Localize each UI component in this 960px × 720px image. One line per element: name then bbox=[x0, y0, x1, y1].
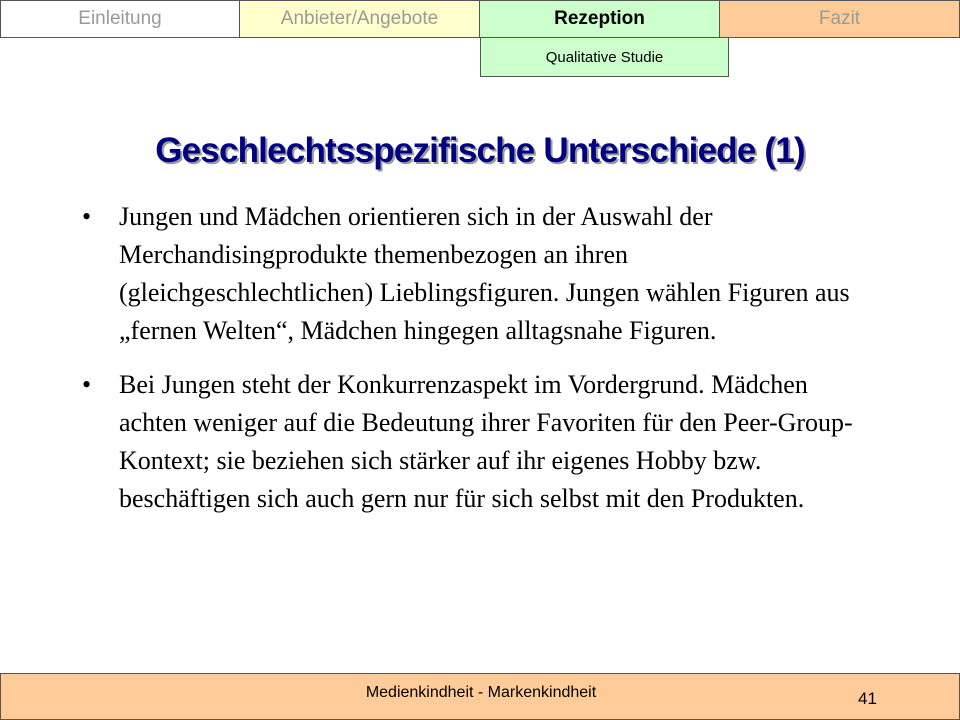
tab-fazit[interactable]: Fazit bbox=[720, 0, 960, 38]
section-nav bbox=[0, 0, 960, 40]
bullet-point-icon: • bbox=[82, 370, 92, 399]
slide-title: Geschlechtsspezifische Unterschiede (1) bbox=[155, 131, 805, 171]
footer-title: Medienkindheit - Markenkindheit bbox=[365, 684, 597, 701]
tab-rezeption[interactable]: Rezeption bbox=[480, 0, 720, 38]
tab-einleitung[interactable]: Einleitung bbox=[0, 0, 240, 38]
bullet-list bbox=[82, 198, 882, 534]
subtab-qualitative-studie[interactable]: Qualitative Studie bbox=[480, 38, 729, 77]
tab-anbieter-angebote[interactable]: Anbieter/Angebote bbox=[240, 0, 480, 38]
page-number: 41 bbox=[858, 689, 877, 708]
bullet-point-icon: • bbox=[82, 202, 92, 231]
bullet-item bbox=[82, 198, 882, 350]
bullet-text: Jungen und Mädchen orientieren sich in der Auswahl der Merchandisingprodukte themenbezogen an ihren (gleichgeschlechtlichen) Lieblingsfiguren. Jungen wählen Figuren aus „fernen Welten“, Mädchen hingegen alltagsnahe Figuren. bbox=[119, 202, 850, 345]
bullet-text: Bei Jungen steht der Konkurrenzaspekt im Vordergrund. Mädchen achten weniger auf die Bedeutung ihrer Favoriten für den Peer-Group-Kontext; sie beziehen sich stärker auf ihr eigenes Hobby bzw. beschäftigen sich auch gern nur für sich selbst mit den Produkten. bbox=[119, 370, 853, 513]
slide-footer bbox=[0, 673, 960, 720]
bullet-item bbox=[82, 366, 882, 518]
